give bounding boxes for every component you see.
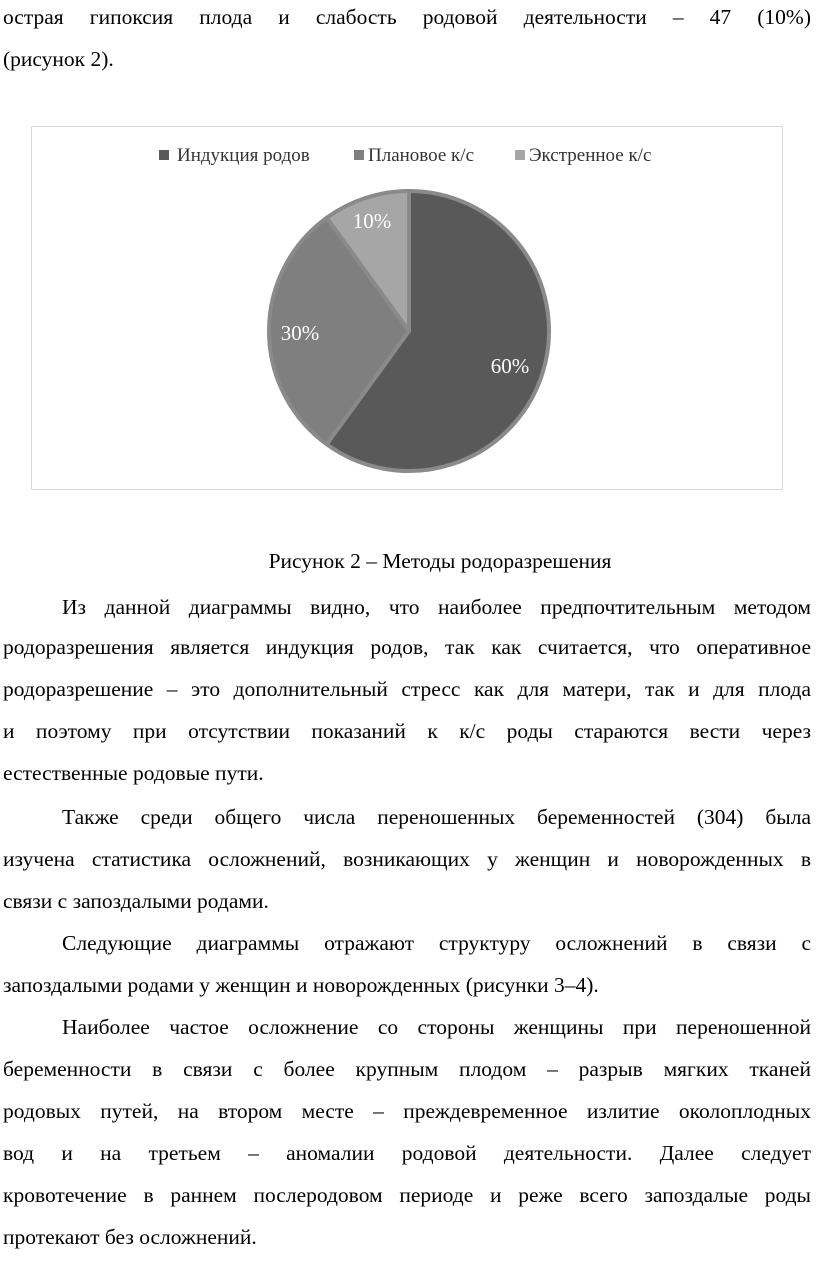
legend-swatch xyxy=(354,150,364,160)
text-line: (рисунок 2). xyxy=(3,47,114,71)
legend-swatch xyxy=(159,150,169,160)
data-label: 30% xyxy=(280,321,320,345)
text-line: кровотечение в раннем послеродовом периоде и реже всего запоздалые роды xyxy=(3,1183,811,1207)
text-line: родовых путей, на втором месте – преждевременное излитие околоплодных xyxy=(3,1099,811,1123)
text-line: родоразрешение – это дополнительный стресс как для матери, так и для плода xyxy=(3,677,811,701)
text-line: запоздалыми родами у женщин и новорожденных (рисунки 3–4). xyxy=(3,973,599,997)
legend-label: Экстренное к/с xyxy=(529,145,652,166)
legend-swatch xyxy=(515,150,525,160)
legend-label: Индукция родов xyxy=(177,145,310,166)
pie-chart xyxy=(31,126,783,490)
text-line: Следующие диаграммы отражают структуру осложнений в связи с xyxy=(62,931,811,955)
text-line: и поэтому при отсутствии показаний к к/с роды стараются вести через xyxy=(3,719,811,743)
data-label: 10% xyxy=(352,209,392,233)
text-line: естественные родовые пути. xyxy=(3,761,264,785)
text-line: беременности в связи с более крупным плодом – разрыв мягких тканей xyxy=(3,1057,811,1081)
legend-entry xyxy=(354,145,474,166)
legend-entry xyxy=(515,145,651,166)
text-line: связи с запоздалыми родами. xyxy=(3,889,269,913)
text-line: изучена статистика осложнений, возникающих у женщин и новорожденных в xyxy=(3,847,811,871)
text-line: родоразрешения является индукция родов, так как считается, что оперативное xyxy=(3,635,811,659)
figure-caption: Рисунок 2 – Методы родоразрешения xyxy=(268,549,612,573)
legend-entry xyxy=(159,145,310,166)
text-line: Также среди общего числа переношенных беременностей (304) была xyxy=(62,805,811,829)
text-line: Наиболее частое осложнение со стороны женщины при переношенной xyxy=(62,1015,811,1039)
text-line: протекают без осложнений. xyxy=(3,1225,257,1249)
legend-label: Плановое к/с xyxy=(368,145,475,166)
data-label: 60% xyxy=(490,354,530,378)
pie-chart-svg xyxy=(32,127,784,491)
text-line: Из данной диаграммы видно, что наиболее предпочтительным методом xyxy=(62,595,811,619)
text-line: острая гипоксия плода и слабость родовой деятельности – 47 (10%) xyxy=(3,5,811,29)
text-line: вод и на третьем – аномалии родовой деятельности. Далее следует xyxy=(3,1141,811,1165)
